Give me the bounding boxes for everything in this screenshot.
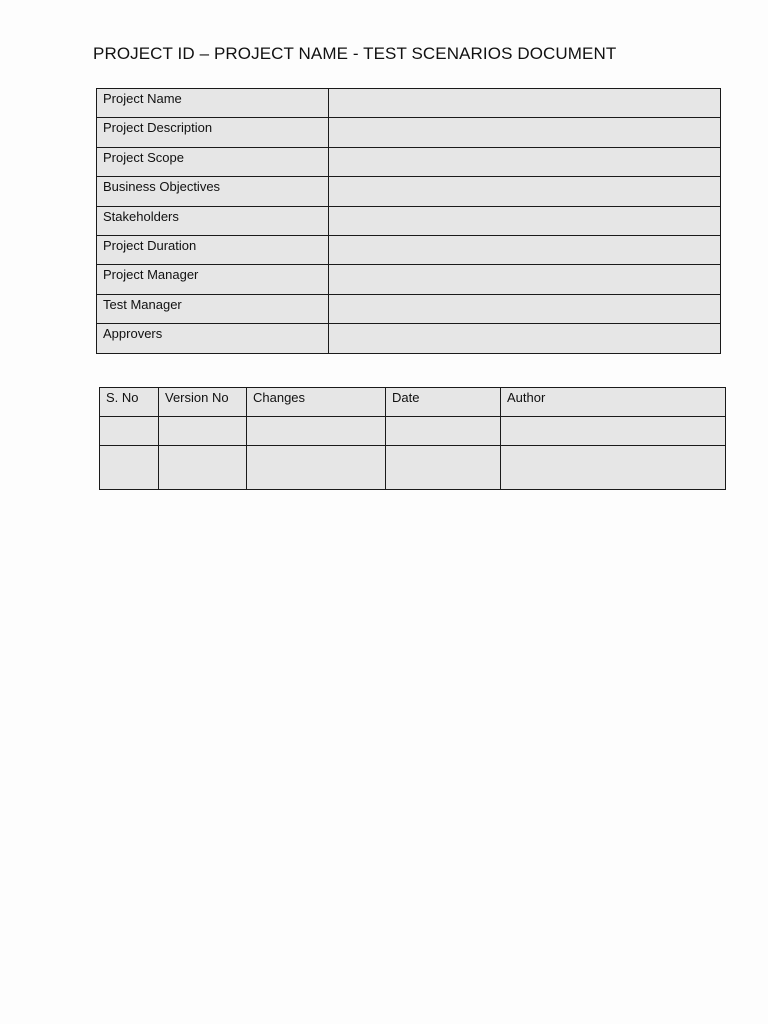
cell-s-no[interactable]	[100, 417, 159, 446]
stakeholders-value[interactable]	[329, 206, 721, 235]
project-duration-label: Project Duration	[97, 235, 329, 264]
project-manager-label: Project Manager	[97, 265, 329, 294]
project-manager-value[interactable]	[329, 265, 721, 294]
project-description-value[interactable]	[329, 118, 721, 147]
table-row	[100, 417, 726, 446]
business-objectives-label: Business Objectives	[97, 177, 329, 206]
cell-changes[interactable]	[247, 417, 386, 446]
project-name-value[interactable]	[329, 89, 721, 118]
project-description-label: Project Description	[97, 118, 329, 147]
header-s-no: S. No	[100, 388, 159, 417]
table-row	[97, 177, 721, 206]
test-manager-value[interactable]	[329, 294, 721, 323]
table-row	[97, 147, 721, 176]
approvers-label: Approvers	[97, 324, 329, 353]
cell-author[interactable]	[501, 417, 726, 446]
project-scope-value[interactable]	[329, 147, 721, 176]
header-author: Author	[501, 388, 726, 417]
table-row	[97, 118, 721, 147]
project-scope-label: Project Scope	[97, 147, 329, 176]
test-manager-label: Test Manager	[97, 294, 329, 323]
stakeholders-label: Stakeholders	[97, 206, 329, 235]
approvers-value[interactable]	[329, 324, 721, 353]
project-duration-value[interactable]	[329, 235, 721, 264]
table-row	[97, 294, 721, 323]
header-changes: Changes	[247, 388, 386, 417]
table-header-row	[100, 388, 726, 417]
revision-history-table	[99, 387, 726, 490]
business-objectives-value[interactable]	[329, 177, 721, 206]
project-info-table	[96, 88, 721, 354]
table-row	[97, 235, 721, 264]
cell-version-no[interactable]	[159, 446, 247, 490]
table-row	[97, 89, 721, 118]
cell-s-no[interactable]	[100, 446, 159, 490]
table-row	[100, 446, 726, 490]
cell-version-no[interactable]	[159, 417, 247, 446]
table-row	[97, 206, 721, 235]
header-date: Date	[386, 388, 501, 417]
cell-author[interactable]	[501, 446, 726, 490]
table-row	[97, 324, 721, 353]
cell-date[interactable]	[386, 417, 501, 446]
document-title: PROJECT ID – PROJECT NAME - TEST SCENARIOS DOCUMENT	[93, 44, 617, 63]
cell-date[interactable]	[386, 446, 501, 490]
cell-changes[interactable]	[247, 446, 386, 490]
table-row	[97, 265, 721, 294]
header-version-no: Version No	[159, 388, 247, 417]
project-name-label: Project Name	[97, 89, 329, 118]
